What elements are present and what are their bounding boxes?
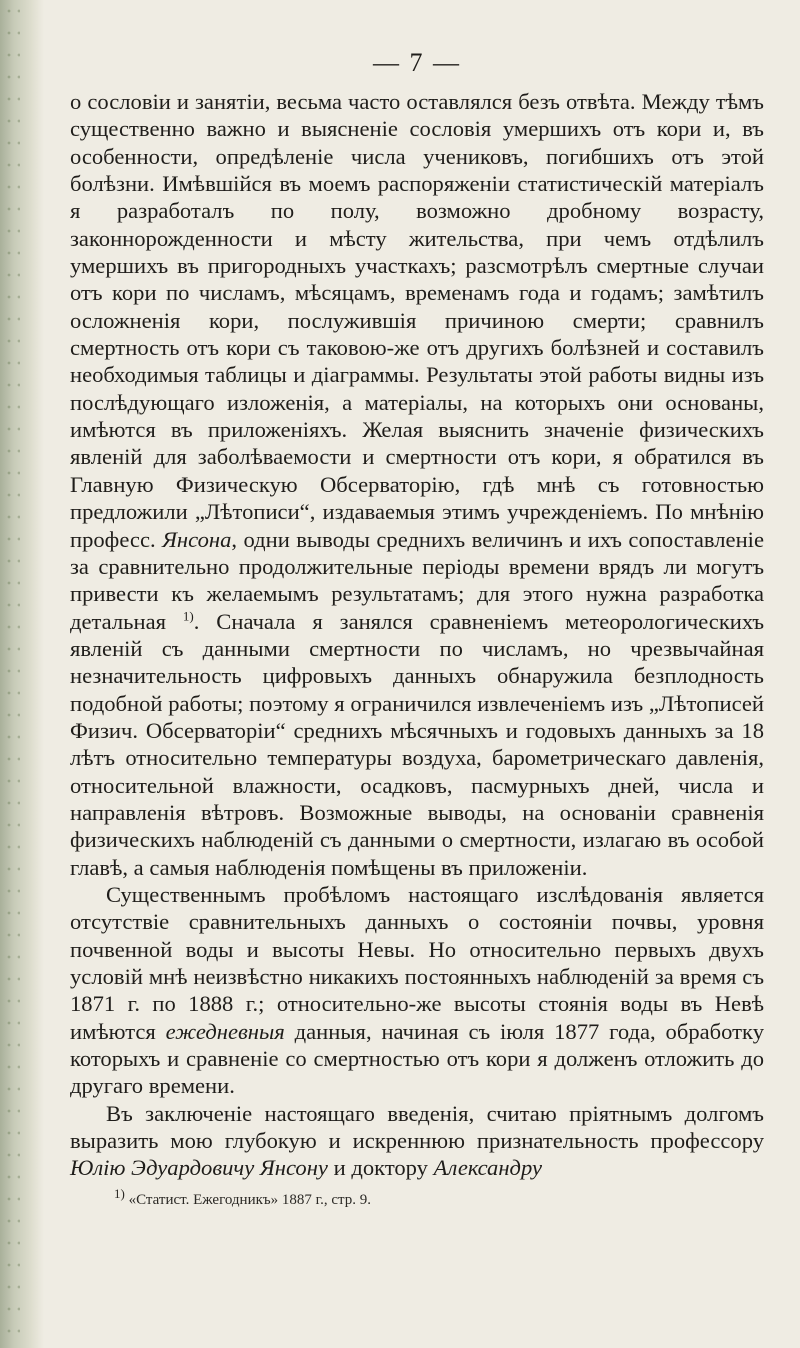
footnote-text: «Статист. Ежегодникъ» 1887 г., стр. 9.	[128, 1191, 371, 1208]
paragraph-1-emphasis: Янсона	[162, 526, 232, 552]
paragraph-3-emphasis-2: Александру	[433, 1155, 542, 1181]
paragraph-3-emphasis: Юлію Эдуардовичу Янсону	[70, 1155, 328, 1181]
binding-texture	[4, 0, 20, 1348]
scanned-page	[70, 48, 764, 1210]
footnote-reference: 1)	[182, 608, 194, 623]
page-number: — 7 —	[373, 48, 461, 77]
footnote	[114, 1185, 764, 1210]
paragraph-1-text: о сословіи и занятіи, весьма часто оставлялся безъ отвѣта. Между тѣмъ существенно важно и выясненіе сословія умершихъ отъ кори и, въ особенности, опредѣленіе числа учениковъ, погибшихъ отъ этой болѣзни. Имѣвшійся въ моемъ распоряженіи статистическій матеріалъ я разработалъ по полу, возможно дробному возрасту, законнорожденности и мѣсту жительства, при чемъ отдѣлилъ умершихъ въ пригородныхъ участкахъ; разсмотрѣлъ смертные случаи отъ кори по числамъ, мѣсяцамъ, временамъ года и годамъ; замѣтилъ осложненія кори, послужившія причиною смерти; сравнилъ смертность отъ кори съ таковою-же отъ другихъ болѣзней и составилъ необходимыя таблицы и діаграммы. Результаты этой работы видны изъ послѣдующаго изложенія, а матеріалы, на которыхъ они основаны, имѣются въ приложеніяхъ. Желая выяснить значеніе физическихъ явленій для заболѣваемости и смертности отъ кори, я обратился въ Главную Физическую Обсерваторію, гдѣ мнѣ съ готовностью предложили „Лѣтописи“, издаваемыя этимъ учрежденіемъ. По мнѣнію професс.	[70, 89, 764, 552]
page-body	[70, 88, 764, 1182]
footnote-marker: 1)	[114, 1185, 125, 1201]
paragraph-2-emphasis: ежедневныя	[165, 1018, 285, 1044]
paragraph-2-text: Существеннымъ пробѣломъ настоящаго изслѣдованія является отсутствіе сравнительныхъ данныхъ о состояніи почвы, уровня почвенной воды и высоты Невы. Но относительно первыхъ двухъ условій мнѣ неизвѣстно никакихъ постоянныхъ наблюденій за время съ 1871 г. по 1888 г.; относительно-же высоты стоянія воды въ Невѣ имѣются	[70, 881, 764, 1044]
paragraph-2	[70, 881, 764, 1100]
paragraph-3-text-after: и доктору	[327, 1155, 434, 1181]
paragraph-2-text-after: данныя, начиная съ іюля 1877 года, обработку которыхъ и сравненіе со смертностью отъ кори я долженъ отложить до другаго времени.	[70, 1018, 764, 1099]
paragraph-1	[70, 88, 764, 881]
paragraph-3-text: Въ заключеніе настоящаго введенія, считаю пріятнымъ долгомъ выразить мою глубокую и искреннюю признательность профессору	[70, 1100, 764, 1154]
paragraph-3	[70, 1100, 764, 1182]
paragraph-1-text-after: , одни выводы среднихъ величинъ и ихъ сопоставленіе за сравнительно продолжительные періоды времени врядъ ли могутъ привести къ желаемымъ результатамъ; для этого нужна разработка детальная	[70, 526, 764, 634]
paragraph-1-text-end: . Сначала я занялся сравненіемъ метеорологическихъ явленій съ данными смертности по числамъ, но чрезвычайная незначительность цифровыхъ данныхъ обнаружила безплодность подобной работы; поэтому я ограничился извлеченіемъ изъ „Лѣтописей Физич. Обсерваторіи“ среднихъ мѣсячныхъ и годовыхъ данныхъ за 18 лѣтъ относительно температуры воздуха, барометрическаго давленія, относительной влажности, осадковъ, пасмурныхъ дней, числа и направленія вѣтровъ. Возможные выводы, на основаніи сравненія физическихъ наблюденій съ данными о смертности, излагаю въ особой главѣ, а самыя наблюденія помѣщены въ приложеніи.	[70, 608, 765, 880]
